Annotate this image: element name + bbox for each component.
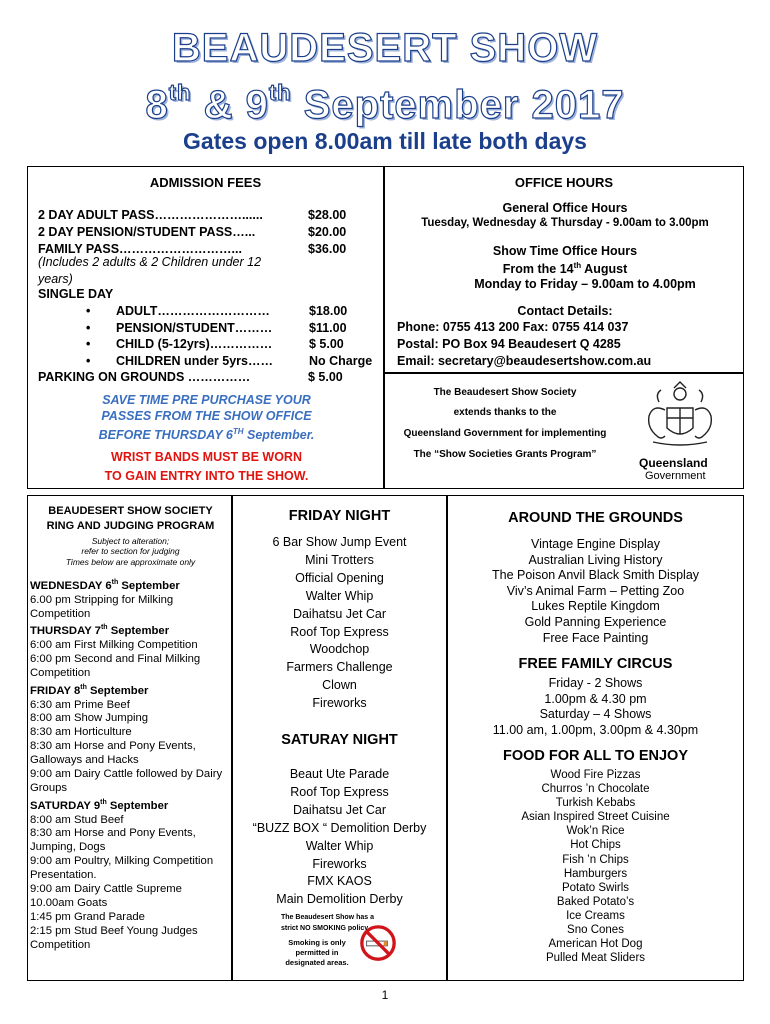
office-title: OFFICE HOURS: [514, 175, 614, 190]
wrist-band-notice: TO GAIN ENTRY INTO THE SHOW.: [104, 469, 309, 483]
event-item: Roof Top Express: [290, 784, 389, 799]
family-note: (Includes 2 adults & 2 Children under 12: [38, 255, 262, 269]
program-item: 10.00am Goats: [30, 897, 108, 909]
queensland-logo-name: Queensland: [639, 456, 708, 470]
program-day: FRIDAY 8th September: [30, 683, 149, 697]
show-office-from: From the 14th August: [502, 261, 628, 277]
event-item: 6 Bar Show Jump Event: [272, 535, 407, 549]
food-item: Turkish Kebabs: [555, 797, 636, 810]
event-item: Main Demolition Derby: [276, 892, 403, 907]
event-item: Clown: [322, 678, 357, 693]
judging-program-panel: [27, 495, 232, 981]
family-note-2: years): [38, 272, 73, 286]
program-note: Times below are approximate only: [65, 557, 196, 567]
program-title: BEAUDESERT SHOW SOCIETY: [48, 505, 213, 517]
no-smoking-icon: [359, 924, 397, 962]
food-item: Fish ’n Chips: [562, 853, 629, 866]
no-smoking-text: Smoking is only permitted in designated areas.: [285, 938, 349, 967]
program-title: RING AND JUDGING PROGRAM: [46, 520, 215, 532]
general-office-title: General Office Hours: [502, 201, 628, 215]
show-office-hours: Monday to Friday – 9.00am to 4.00pm: [474, 277, 696, 291]
night-events-panel: [232, 495, 447, 981]
event-item: Fireworks: [312, 856, 367, 871]
grounds-item: Australian Living History: [528, 552, 663, 567]
circus-list: [448, 676, 743, 738]
event-item: Walter Whip: [305, 838, 374, 853]
event-item: Beaut Ute Parade: [289, 767, 390, 781]
grounds-item: Lukes Reptile Kingdom: [531, 599, 660, 614]
event-item: Official Opening: [295, 570, 384, 585]
no-smoking-notice: [281, 914, 411, 974]
contact-phone: Phone: 0755 413 200 Fax: 0755 414 037: [397, 320, 629, 334]
food-item: Hot Chips: [570, 839, 621, 852]
event-item: Walter Whip: [305, 588, 374, 603]
food-item: Sno Cones: [567, 924, 624, 937]
event-item: FMX KAOS: [307, 874, 372, 889]
event-item: Mini Trotters: [305, 552, 374, 567]
program-day: THURSDAY 7th September: [30, 624, 170, 638]
event-item: Roof Top Express: [290, 624, 389, 639]
circus-item: Saturday – 4 Shows: [539, 707, 652, 722]
program-day: WEDNESDAY 6th September: [30, 579, 180, 592]
program-item: 8:00 am Stud Beef: [30, 813, 124, 826]
food-item: Pulled Meat Sliders: [545, 952, 646, 965]
circus-item: Friday - 2 Shows: [548, 676, 643, 690]
grounds-item: Vintage Engine Display: [530, 537, 661, 551]
general-office-hours: Tuesday, Wednesday & Thursday - 9.00am to 3.00pm: [421, 217, 709, 229]
food-item: Potato Swirls: [561, 881, 630, 894]
grant-text: The Beaudesert Show Society: [433, 387, 577, 398]
food-title: FOOD FOR ALL TO ENJOY: [502, 748, 689, 764]
program-item: 9:00 am Dairy Cattle followed by Dairy Groups: [30, 768, 223, 794]
food-item: Wok’n Rice: [566, 825, 625, 838]
program-item: 8:30 am Horse and Pony Events, Jumping, Dogs: [30, 827, 196, 854]
grounds-item: Gold Panning Experience: [524, 614, 667, 629]
program-item: 2:15 pm Stud Beef Young Judges Competition: [30, 924, 198, 951]
event-item: “BUZZ BOX “ Demolition Derby: [252, 820, 427, 835]
event-item: Fireworks: [312, 696, 367, 711]
friday-night-title: FRIDAY NIGHT: [288, 508, 391, 524]
program-item: 6.00 pm Stripping for Milking Competition: [30, 593, 174, 620]
wrist-band-notice: WRIST BANDS MUST BE WORN: [111, 450, 302, 464]
food-list: [448, 768, 743, 965]
grants-panel: [384, 373, 744, 489]
grounds-item: Free Face Painting: [542, 630, 649, 645]
program-item: 8:00 am Show Jumping: [30, 712, 149, 725]
friday-night-list: [233, 534, 446, 713]
event-item: Farmers Challenge: [286, 660, 393, 675]
food-item: Baked Potato’s: [556, 895, 635, 908]
saturday-night-title: SATURAY NIGHT: [281, 732, 398, 748]
circus-item: 1.00pm & 4.30 pm: [544, 691, 647, 706]
food-item: Churros ’n Chocolate: [541, 783, 650, 796]
program-note: refer to section for judging: [81, 546, 180, 556]
program-note: Subject to alteration;: [91, 536, 170, 546]
program-item: 6:30 am Prime Beef: [30, 698, 130, 711]
grounds-list: [448, 537, 743, 646]
event-item: Daihatsu Jet Car: [292, 606, 387, 621]
admission-fees-panel: ADMISSION FEES 2 DAY ADULT PASS…………………...... $28.00 2 DAY PENSION/STUDENT PASS…... $20.00 FAMILY PASS………………………... $36.00 (Includes 2 adults & 2 Children under 12 years) SINGLE DAY • ADULT……………………… $18.00 • PENSION/STUDENT……… $11.00 • CHILD (5-12yrs)…………… $ 5.00 • CHILDREN under 5yrs…… No Charge PARKING ON GROUNDS …………… $ 5.00 SAVE TIME PRE PURCHASE YOUR PASSES FROM THE SHOW OFFICE BEFORE THURSDAY 6TH September. WRIST BANDS MUST BE WORN TO GAIN ENTRY INTO THE SHOW.: [27, 166, 384, 489]
program-item: 8:30 am Horticulture: [30, 726, 132, 739]
program-item: 1:45 pm Grand Parade: [30, 910, 145, 923]
event-item: Daihatsu Jet Car: [292, 802, 387, 817]
page-number: 1: [381, 988, 389, 1002]
admission-title: ADMISSION FEES: [149, 175, 262, 190]
contact-postal: Postal: PO Box 94 Beaudesert Q 4285: [397, 337, 621, 351]
office-hours-panel: [384, 166, 744, 373]
program-item: 8:30 am Horse and Pony Events, Galloways and Hacks: [30, 740, 196, 767]
food-item: Asian Inspired Street Cuisine: [521, 811, 670, 824]
program-list: [30, 576, 230, 953]
grant-text: The “Show Societies Grants Program”: [413, 449, 597, 460]
food-item: American Hot Dog: [548, 938, 643, 951]
event-item: Woodchop: [309, 642, 370, 657]
grounds-item: Viv’s Animal Farm – Petting Zoo: [506, 583, 685, 598]
contact-email[interactable]: Email: secretary@beaudesertshow.com.au: [397, 354, 652, 368]
gates-open-text: Gates open 8.00am till late both days: [183, 128, 587, 154]
save-time-line: SAVE TIME PRE PURCHASE YOUR: [102, 393, 311, 407]
show-dates: 8th & 9th September 2017: [145, 80, 625, 127]
grounds-title: AROUND THE GROUNDS: [508, 510, 683, 526]
food-item: Ice Creams: [566, 909, 625, 922]
program-day: SATURDAY 9th September: [30, 798, 169, 812]
no-smoking-text: strict NO SMOKING policy: [281, 925, 369, 932]
grounds-item: The Poison Anvil Black Smith Display: [491, 568, 700, 583]
grounds-panel: [447, 495, 744, 981]
queensland-logo-sub: Government: [645, 470, 706, 482]
circus-item: 11.00 am, 1.00pm, 3.00pm & 4.30pm: [492, 722, 699, 737]
program-item: 6:00 am First Milking Competition: [30, 639, 198, 652]
food-item: Wood Fire Pizzas: [550, 769, 641, 781]
no-smoking-text: The Beaudesert Show has a: [281, 914, 374, 921]
program-item: 6:00 pm Second and Final Milking Competition: [30, 653, 201, 679]
grant-text: Queensland Government for implementing: [403, 428, 607, 439]
circus-title: FREE FAMILY CIRCUS: [518, 656, 673, 672]
saturday-night-list: [233, 766, 446, 909]
program-item: 9:00 am Poultry, Milking Competition Presentation.: [30, 855, 214, 882]
contact-title: Contact Details:: [517, 304, 613, 318]
queensland-crest-icon: [635, 380, 725, 450]
grant-text: extends thanks to the: [453, 407, 557, 418]
save-time-line: BEFORE THURSDAY 6TH September.: [98, 427, 315, 443]
show-title: BEAUDESERT SHOW: [171, 26, 599, 70]
save-time-line: PASSES FROM THE SHOW OFFICE: [101, 409, 312, 423]
program-item: 9:00 am Dairy Cattle Supreme: [30, 883, 182, 896]
food-item: Hamburgers: [563, 867, 628, 880]
show-office-title: Show Time Office Hours: [492, 244, 638, 258]
